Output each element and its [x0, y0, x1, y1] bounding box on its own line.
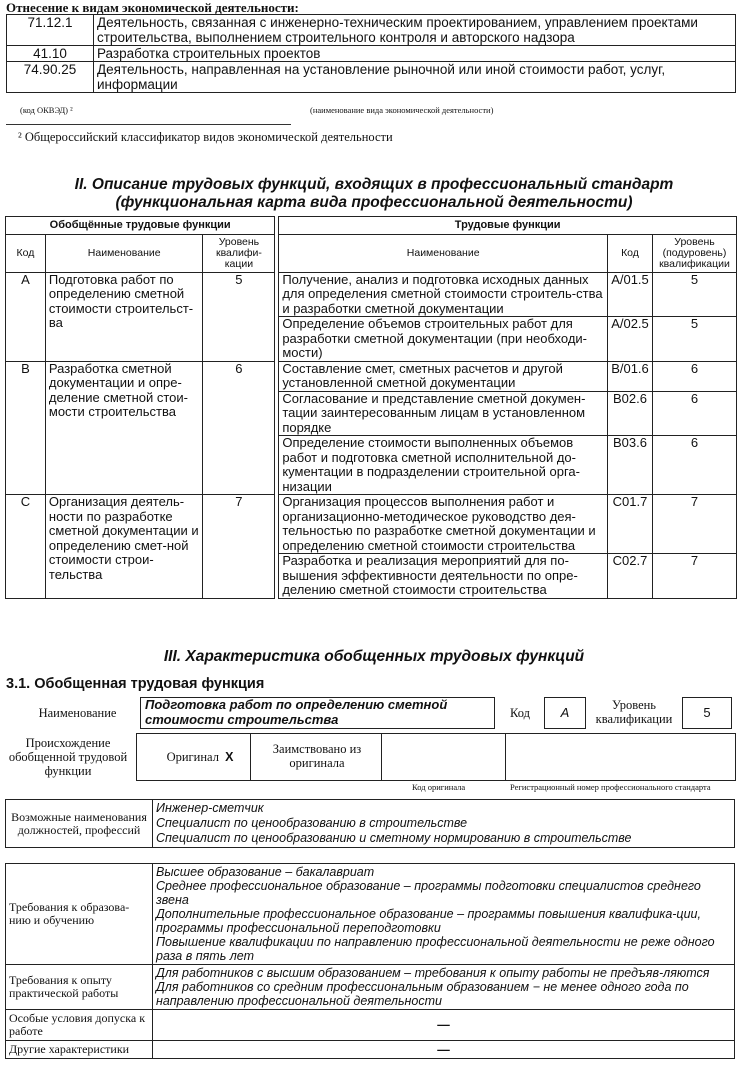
function-code: B02.6: [608, 391, 653, 436]
okved-table: [6, 14, 736, 93]
special-conditions-value: —: [153, 1010, 735, 1041]
col-code: Код: [6, 234, 46, 272]
okved-name: Разработка строительных проектов: [94, 46, 736, 62]
requirements-table: [5, 863, 735, 1059]
level-label: Уровень квалификации: [595, 698, 673, 726]
group-level: 5: [203, 272, 275, 361]
table-row: [6, 965, 735, 1010]
function-code: C02.7: [608, 554, 653, 599]
code-value: A: [544, 697, 586, 729]
okved-name: Деятельность, связанная с инженерно-техническим проектированием, управлением проектами строительства, выполнением строительного контроля и авторского надзора: [94, 15, 736, 46]
table-header-row: [6, 217, 737, 235]
experience-list: [153, 965, 735, 1010]
okved-title: Отнесение к видам экономической деятельности:: [6, 0, 299, 15]
table-header-row: [6, 234, 737, 272]
functional-map-table: [5, 216, 737, 599]
table-row: [6, 1041, 735, 1059]
table-row: [7, 15, 736, 46]
okved-code: 41.10: [7, 46, 94, 62]
table-row: [7, 62, 736, 93]
table-row: [6, 361, 737, 391]
function-code: B/01.6: [608, 361, 653, 391]
col-sublevel: Уровень (подуровень) квалификации: [652, 234, 736, 272]
list-item: Повышение квалификации по направлению профессиональной деятельности не реже одного раза в пять лет: [156, 935, 715, 963]
education-label: Требования к образова-нию и обучению: [6, 864, 153, 965]
function-code: B03.6: [608, 436, 653, 495]
list-item: Среднее профессиональное образование – программы подготовки специалистов среднего звена: [156, 879, 701, 907]
table-row: [6, 864, 735, 965]
origin-label: Происхождение обобщенной трудовой функции: [8, 736, 128, 778]
list-item: Для работников с высшим образованием – требования к опыту работы не предъяв-ляются: [156, 966, 710, 980]
positions-table: [5, 799, 735, 848]
section-2-title-line2: (функциональная карта вида профессиональной деятельности): [115, 194, 633, 211]
experience-label: Требования к опыту практической работы: [6, 965, 153, 1010]
col-code2: Код: [608, 234, 653, 272]
table-row: [6, 1010, 735, 1041]
group-level: 7: [203, 495, 275, 599]
function-code: C01.7: [608, 495, 653, 554]
list-item: Специалист по ценообразованию и сметному нормированию в строительстве: [156, 831, 632, 845]
orig-code-caption: Код оригинала: [412, 782, 466, 792]
group-name: Организация деятель-ности по разработке сметной документации и определению смет-ной стоимости строи-тельства: [45, 495, 203, 599]
table-row: [7, 46, 736, 62]
level-value: 5: [682, 697, 732, 729]
function-level: 5: [652, 272, 736, 317]
name-value: Подготовка работ по определению сметной стоимости строительства: [140, 697, 495, 729]
function-level: 7: [652, 554, 736, 599]
original-mark: X: [225, 750, 234, 764]
function-name: Организация процессов выполнения работ и организационно-методическое руководство дея-тельностью по разработке сметной документации и определению сметной стоимости строительства: [279, 495, 608, 554]
subsection-title: 3.1. Обобщенная трудовая функция: [6, 676, 265, 692]
group-level: 6: [203, 361, 275, 495]
function-level: 6: [652, 361, 736, 391]
section-2-title-line1: II. Описание трудовых функций, входящих в профессиональный стандарт: [74, 176, 674, 193]
list-item: Высшее образование – бакалавриат: [156, 865, 375, 879]
list-item: Инженер-сметчик: [156, 801, 264, 815]
table-row: [6, 272, 737, 317]
group-code: B: [6, 361, 46, 495]
code-label: Код: [510, 706, 530, 720]
name-label: Наименование: [38, 706, 117, 720]
list-item: Для работников со средним профессиональным образованием − не менее одного года по направлению профессиональной деятельности: [156, 980, 689, 1008]
okved-name-caption: (наименование вида экономической деятельности): [310, 105, 494, 115]
education-list: [153, 864, 735, 965]
function-level: 6: [652, 436, 736, 495]
function-code: A/01.5: [608, 272, 653, 317]
function-level: 5: [652, 317, 736, 362]
section-3-title: III. Характеристика обобщенных трудовых функций: [163, 648, 585, 665]
table-row: [6, 495, 737, 554]
okved-code: 71.12.1: [7, 15, 94, 46]
okved-code: 74.90.25: [7, 62, 94, 93]
list-item: Специалист по ценообразованию в строительстве: [156, 816, 468, 830]
function-name: Определение стоимости выполненных объемов работ и подготовка сметной исполнительной до-кументации в подразделении строительной орга-низации: [279, 436, 608, 495]
col-level: Уровень квалифи-кации: [203, 234, 275, 272]
col-name: Наименование: [45, 234, 203, 272]
function-name: Составление смет, сметных расчетов и другой установленной сметной документации: [279, 361, 608, 391]
group-name: Подготовка работ по определению сметной стоимости строительст-ва: [45, 272, 203, 361]
okved-name: Деятельность, направленная на установление рыночной или иной стоимости работ, услуг, информации: [94, 62, 736, 93]
function-name: Определение объемов строительных работ для разработки сметной документации (при необходи-мости): [279, 317, 608, 362]
header-generalized-functions: Обобщённые трудовые функции: [6, 217, 275, 235]
reg-number-caption: Регистрационный номер профессионального стандарта: [510, 782, 711, 792]
original-option: Оригинал X: [166, 750, 234, 764]
special-conditions-label: Особые условия допуска к работе: [6, 1010, 153, 1041]
function-level: 7: [652, 495, 736, 554]
positions-label: Возможные наименования должностей, профессий: [6, 800, 153, 848]
positions-list: [153, 800, 735, 848]
function-code: A/02.5: [608, 317, 653, 362]
table-row: [6, 800, 735, 848]
okved-code-caption: (код ОКВЭД) ²: [20, 105, 73, 115]
footnote: ² Общероссийский классификатор видов экономической деятельности: [18, 130, 393, 144]
footnote-divider: [6, 124, 291, 125]
list-item: Дополнительные профессиональное образование – программы повышения квалифика-ции, программы профессиональной переподготовки: [156, 907, 701, 935]
function-name: Получение, анализ и подготовка исходных данных для определения сметной стоимости строитель-ства и разработки сметной документации: [279, 272, 608, 317]
group-code: C: [6, 495, 46, 599]
group-name: Разработка сметной документации и опре-деление сметной стои-мости строительства: [45, 361, 203, 495]
group-code: A: [6, 272, 46, 361]
other-characteristics-value: —: [153, 1041, 735, 1059]
header-labor-functions: Трудовые функции: [279, 217, 737, 235]
borrowed-option: Заимствовано из оригинала: [272, 742, 362, 770]
other-characteristics-label: Другие характеристики: [6, 1041, 153, 1059]
function-name: Согласование и представление сметной докумен-тации заинтересованным лицам в установленном порядке: [279, 391, 608, 436]
function-name: Разработка и реализация мероприятий для по-вышения эффективности деятельности по опре-делению сметной стоимости строительства: [279, 554, 608, 599]
col-name2: Наименование: [279, 234, 608, 272]
function-level: 6: [652, 391, 736, 436]
